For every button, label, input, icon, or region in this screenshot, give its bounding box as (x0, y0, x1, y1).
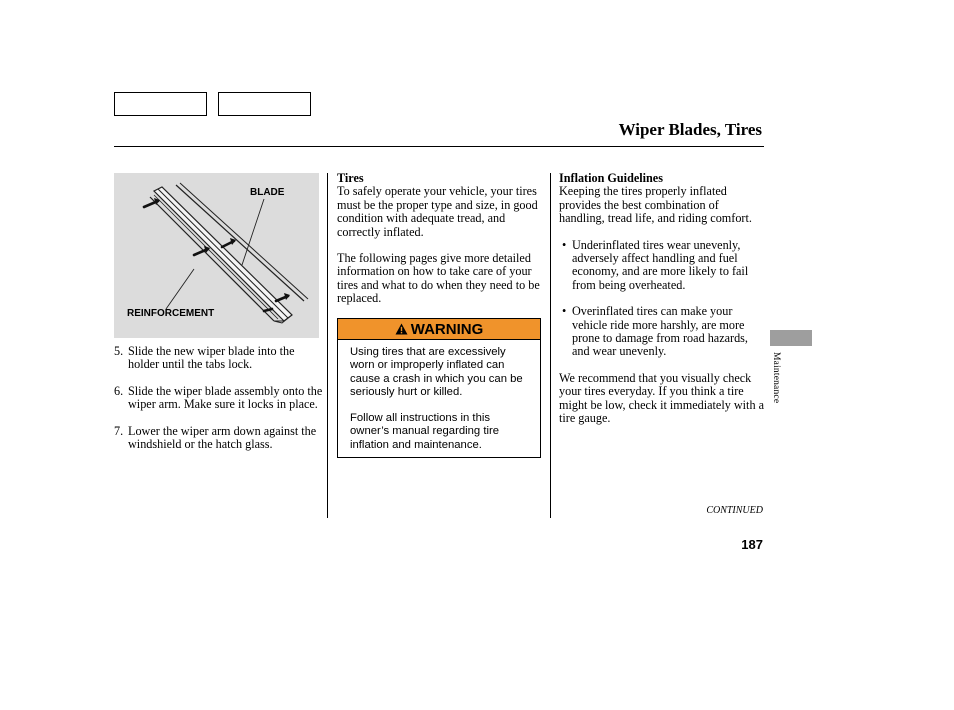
bullet-dot: • (562, 237, 567, 252)
header-rule (114, 146, 764, 147)
warning-triangle-icon (395, 323, 408, 335)
step-item (114, 345, 324, 372)
bullet-item (559, 305, 764, 359)
warning-paragraph-2: Follow all instructions in this owner’s manual regarding tire inflation and maintenance. (350, 412, 500, 451)
nav-button-next[interactable] (218, 92, 311, 116)
step-number: 5. (114, 344, 124, 358)
section-tab-label: Maintenance (771, 352, 781, 404)
section-tab-maintenance[interactable] (770, 330, 812, 346)
nav-button-previous[interactable] (114, 92, 207, 116)
warning-body (338, 340, 540, 452)
page-number: 187 (741, 537, 763, 552)
step-text: Slide the new wiper blade into the holder until the tabs lock. (128, 344, 295, 372)
column-divider-left (327, 173, 328, 518)
tires-heading: Tires (337, 171, 364, 185)
warning-title: WARNING (410, 320, 484, 338)
warning-box (337, 318, 541, 458)
inflation-heading: Inflation Guidelines (559, 171, 663, 185)
warning-paragraph-1: Using tires that are excessively worn or improperly inflated can cause a crash in which you can be seriously hurt or killed. (350, 346, 523, 398)
step-number: 7. (114, 423, 124, 438)
tires-paragraph-2: The following pages give more detailed information on how to take care of your tires and what to do when they need to be replaced. (337, 251, 540, 306)
column-divider-right (550, 173, 551, 518)
step-item (114, 425, 324, 452)
continued-marker: CONTINUED (706, 505, 763, 516)
inflation-intro: Keeping the tires properly inflated provides the best combination of handling, tread life, and riding comfort. (559, 184, 752, 226)
step-item (114, 385, 324, 412)
bullet-dot: • (562, 304, 567, 319)
inflation-closing: We recommend that you visually check your tires everyday. If you think a tire might be low, check it immediately with a tire gauge. (559, 370, 764, 426)
inflation-section (559, 172, 764, 426)
step-list (114, 345, 324, 464)
bullet-item (559, 239, 764, 293)
wiper-blade-illustration (114, 173, 319, 338)
step-number: 6. (114, 383, 124, 398)
bullet-text: Underinflated tires wear unevenly, adversely affect handling and fuel economy, and are more likely to fail from being overheated. (572, 237, 749, 292)
bullet-text: Overinflated tires can make your vehicle ride more harshly, are more prone to damage from road hazards, and wear unevenly. (572, 304, 748, 359)
page-title: Wiper Blades, Tires (618, 120, 762, 139)
step-text: Slide the wiper blade assembly onto the wiper arm. Make sure it locks in place. (128, 383, 323, 412)
warning-header (338, 319, 540, 340)
tires-paragraph-1: To safely operate your vehicle, your tires must be the proper type and size, in good condition with adequate tread, and correctly inflated. (337, 184, 538, 239)
label-reinforcement: REINFORCEMENT (127, 308, 215, 319)
step-text: Lower the wiper arm down against the windshield or the hatch glass. (128, 423, 317, 452)
label-blade: BLADE (250, 187, 285, 198)
tires-section (337, 172, 543, 306)
